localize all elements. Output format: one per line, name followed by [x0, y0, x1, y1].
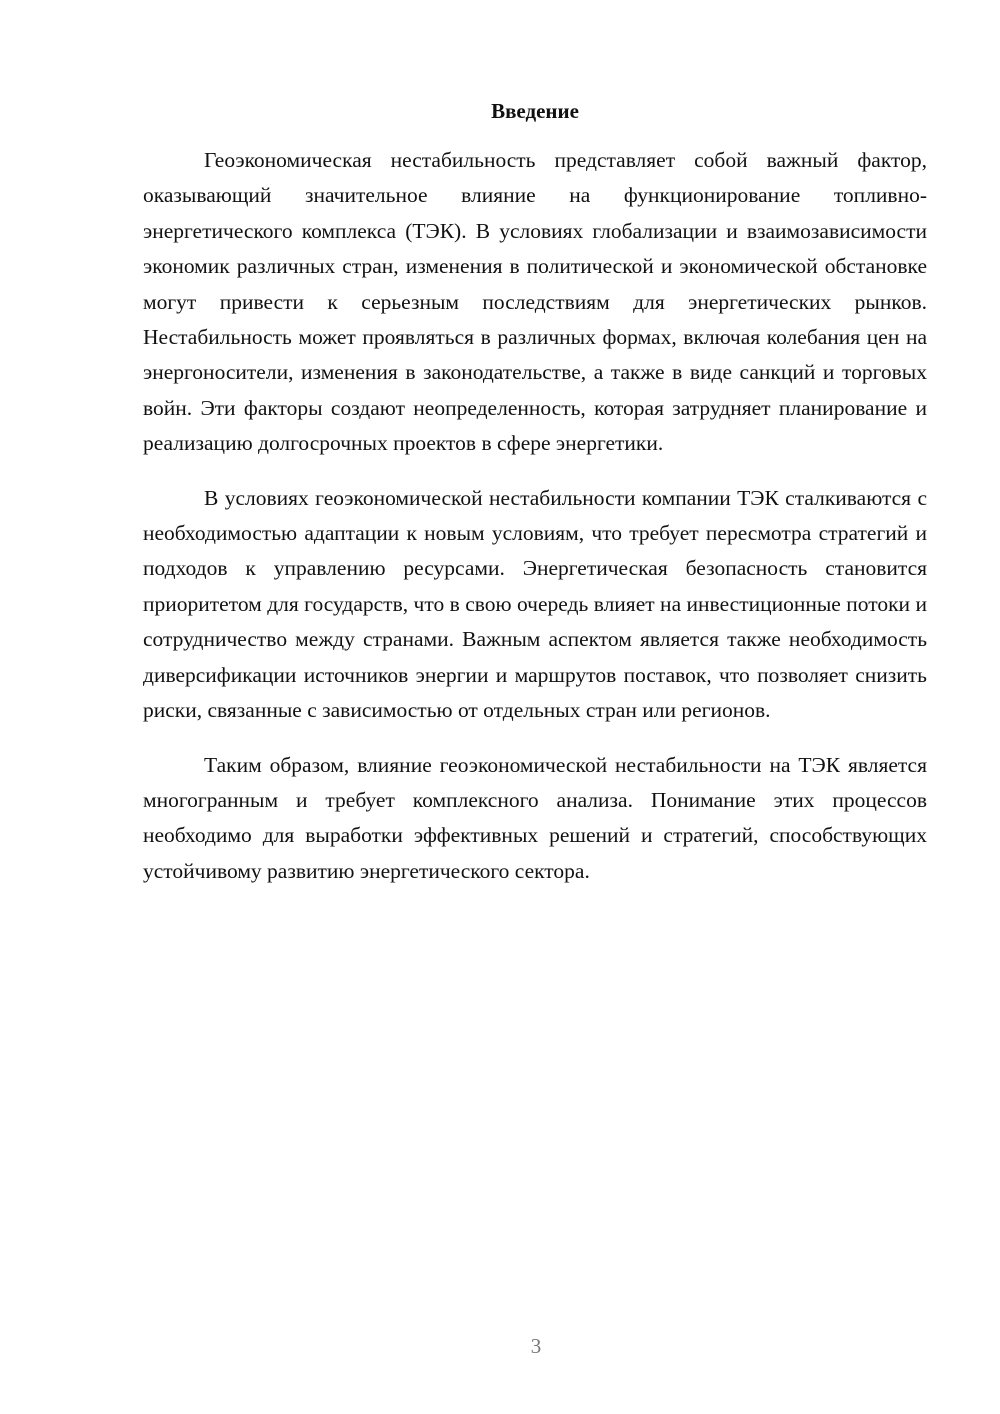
body-text	[143, 143, 927, 908]
paragraph-1: Геоэкономическая нестабильность представляет собой важный фактор, оказывающий значительное влияние на функционирование топливно-энергетического комплекса (ТЭК). В условиях глобализации и взаимозависимости экономик различных стран, изменения в политической и экономической обстановке могут привести к серьезным последствиям для энергетических рынков. Нестабильность может проявляться в различных формах, включая колебания цен на энергоносители, изменения в законодательстве, а также в виде санкций и торговых войн. Эти факторы создают неопределенность, которая затрудняет планирование и реализацию долгосрочных проектов в сфере энергетики.	[143, 148, 927, 456]
page-number: 3	[530, 1334, 542, 1358]
paragraph-3: Таким образом, влияние геоэкономической нестабильности на ТЭК является многогранным и требует комплексного анализа. Понимание этих процессов необходимо для выработки эффективных решений и стратегий, способствующих устойчивому развитию энергетического сектора.	[143, 752, 927, 883]
paragraph-2: В условиях геоэкономической нестабильности компании ТЭК сталкиваются с необходимостью адаптации к новым условиям, что требует пересмотра стратегий и подходов к управлению ресурсами. Энергетическая безопасность становится приоритетом для государств, что в свою очередь влияет на инвестиционные потоки и сотрудничество между странами. Важным аспектом является также необходимость диверсификации источников энергии и маршрутов поставок, что позволяет снизить риски, связанные с зависимостью от отдельных стран или регионов.	[143, 485, 927, 723]
section-title: Введение	[491, 99, 579, 123]
